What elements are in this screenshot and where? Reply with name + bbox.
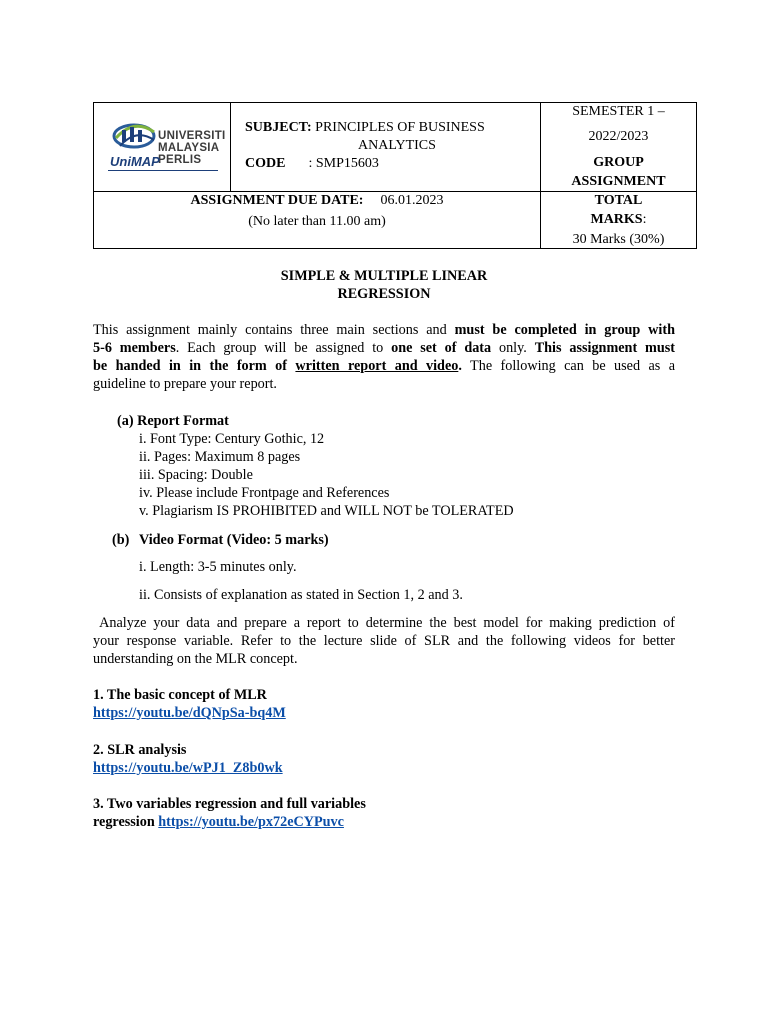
report-format-item-4: iv. Please include Frontpage and References <box>139 485 390 501</box>
link1-url[interactable]: https://youtu.be/dQNpSa-bq4M <box>93 705 286 721</box>
link3-url[interactable]: https://youtu.be/px72eCYPuvc <box>158 814 344 830</box>
group-line2: ASSIGNMENT <box>571 174 666 189</box>
logo-line3: PERLIS <box>158 154 202 166</box>
title-line1: SIMPLE & MULTIPLE LINEAR <box>280 268 488 284</box>
report-format-item-2: ii. Pages: Maximum 8 pages <box>139 449 301 465</box>
intro-line4: guideline to prepare your report. <box>93 376 277 392</box>
logo-brand: UniMAP <box>110 154 160 169</box>
due-value: 06.01.2023 <box>380 193 444 208</box>
intro-line1: This assignment mainly contains three main sections and must be completed in group with <box>93 322 675 338</box>
video-format-heading: Video Format (Video: 5 marks) <box>139 532 329 548</box>
due-date-row <box>94 192 540 210</box>
video-format-label: (b) <box>112 532 130 548</box>
link3-row <box>93 813 675 831</box>
total-line1: TOTAL <box>594 193 643 208</box>
subject-value-2: ANALYTICS <box>358 138 436 153</box>
link2-heading: 2. SLR analysis <box>93 742 187 758</box>
analyze-line1: Analyze your data and prepare a report to determine the best model for making prediction of <box>93 615 675 631</box>
intro-line2: 5-6 members. Each group will be assigned to one set of data only. This assignment must <box>93 340 675 356</box>
due-note: (No later than 11.00 am) <box>248 214 386 229</box>
analyze-line2: your response variable. Refer to the lecture slide of SLR and the following videos for better <box>93 633 675 649</box>
link3-heading: 3. Two variables regression and full variables <box>93 796 366 812</box>
video-format-item-1: i. Length: 3-5 minutes only. <box>139 559 297 575</box>
link2-url[interactable]: https://youtu.be/wPJ1_Z8b0wk <box>93 760 283 776</box>
analyze-line3: understanding on the MLR concept. <box>93 651 298 667</box>
university-logo <box>108 112 226 172</box>
semester-line2: 2022/2023 <box>588 129 649 144</box>
logo-line2: MALAYSIA <box>158 142 220 154</box>
total-line2: MARKS: <box>590 212 647 227</box>
report-format-item-3: iii. Spacing: Double <box>139 467 253 483</box>
total-value: 30 Marks (30%) <box>572 232 665 247</box>
title-line2: REGRESSION <box>337 286 431 302</box>
report-format-item-1: i. Font Type: Century Gothic, 12 <box>139 431 325 447</box>
report-format-item-5: v. Plagiarism IS PROHIBITED and WILL NOT be TOLERATED <box>139 503 514 519</box>
link1-row <box>93 704 675 722</box>
video-format-item-2: ii. Consists of explanation as stated in Section 1, 2 and 3. <box>139 587 463 603</box>
link2-row <box>93 759 675 777</box>
intro-line3: be handed in in the form of written report and video. The following can be used as a <box>93 358 676 374</box>
subject-label: SUBJECT: <box>245 120 312 135</box>
code-value: : SMP15603 <box>308 156 379 171</box>
report-format-heading: (a) Report Format <box>117 413 229 429</box>
subject-row <box>245 119 485 136</box>
link1-heading: 1. The basic concept of MLR <box>93 687 267 703</box>
code-row <box>245 155 379 172</box>
code-label: CODE <box>245 156 286 171</box>
due-label: ASSIGNMENT DUE DATE: <box>190 193 364 208</box>
semester-line1: SEMESTER 1 – <box>572 104 665 119</box>
logo-line1: UNIVERSITI <box>158 130 226 142</box>
link3-heading-2: regression <box>93 814 159 830</box>
subject-value: PRINCIPLES OF BUSINESS <box>315 120 485 135</box>
group-line1: GROUP <box>593 155 644 170</box>
